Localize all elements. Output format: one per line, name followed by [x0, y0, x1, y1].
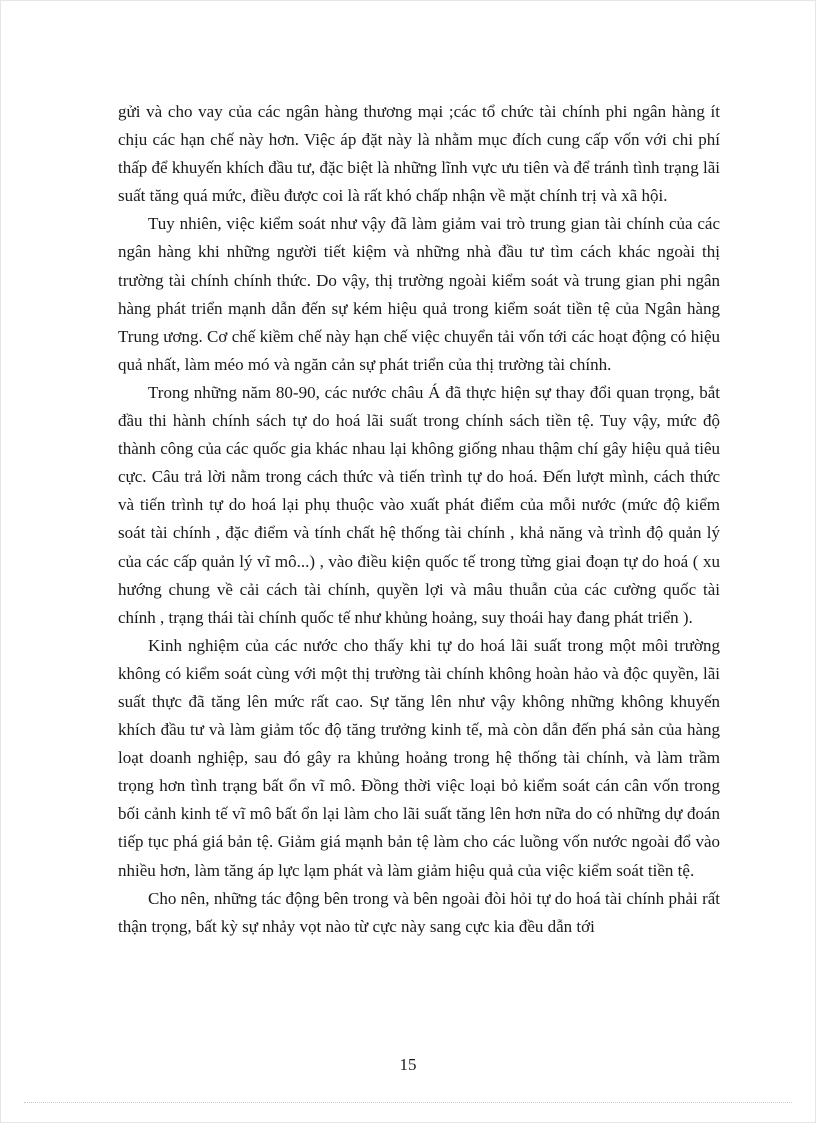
paragraph-tuy-nhien: Tuy nhiên, việc kiểm soát như vậy đã làm giảm vai trò trung gian tài chính của các ngân hàng khi những người tiết kiệm và những nhà đầu tư tìm cách khác ngoài thị trường tài chính chính thức. Do vậy, thị trường ngoài kiểm soát và trung gian phi ngân hàng phát triển mạnh dẫn đến sự kém hiệu quả trong kiểm soát tiền tệ của Ngân hàng Trung ương. Cơ chế kiềm chế này hạn chế việc chuyển tải vốn tới các hoạt động có hiệu quả nhất, làm méo mó và ngăn cản sự phát triển của thị trường tài chính.: [118, 214, 720, 374]
paragraph-kinh-nghiem: Kinh nghiệm của các nước cho thấy khi tự do hoá lãi suất trong một môi trường không có kiểm soát cùng với một thị trường tài chính không hoàn hảo và độc quyền, lãi suất thực đã tăng lên mức rất cao. Sự tăng lên như vậy không những không khuyến khích đầu tư và làm giảm tốc độ tăng trưởng kinh tế, mà còn dẫn đến phá sản của hàng loạt doanh nghiệp, sau đó gây ra khủng hoảng trong hệ thống tài chính, và làm trầm trọng hơn tình trạng bất ổn vĩ mô. Đồng thời việc loại bỏ kiểm soát cán cân vốn trong bối cảnh kinh tế vĩ mô bất ổn lại làm cho lãi suất tăng lên hơn nữa do có những dự đoán tiếp tục phá giá bản tệ. Giảm giá mạnh bản tệ làm cho các luồng vốn nước ngoài đổ vào nhiều hơn, làm tăng áp lực lạm phát và làm giảm hiệu quả của việc kiểm soát tiền tệ.: [118, 635, 720, 880]
paragraph-continuation: gửi và cho vay của các ngân hàng thương mại ;các tổ chức tài chính phi ngân hàng ít chịu các hạn chế này hơn. Việc áp đặt này là nhằm mục đích cung cấp vốn với chi phí thấp để khuyến khích đầu tư, đặc biệt là những lĩnh vực ưu tiên và để tránh tình trạng lãi suất tăng quá mức, điều được coi là rất khó chấp nhận về mặt chính trị và xã hội.: [118, 102, 720, 206]
page-bottom-rule: [24, 1102, 792, 1103]
paragraph-cho-nen: Cho nên, những tác động bên trong và bên ngoài đòi hỏi tự do hoá tài chính phải rất thận trọng, bất kỳ sự nhảy vọt nào từ cực này sang cực kia đều dẫn tới: [118, 888, 720, 936]
paragraph-trong-nhung-nam: Trong những năm 80-90, các nước châu Á đã thực hiện sự thay đổi quan trọng, bắt đầu thi hành chính sách tự do hoá lãi suất trong chính sách tiền tệ. Tuy vậy, mức độ thành công của các quốc gia khác nhau lại không giống nhau thậm chí gây hiệu quả tiêu cực. Câu trả lời nằm trong cách thức và tiến trình tự do hoá. Đến lượt mình, cách thức và tiến trình tự do hoá lại phụ thuộc vào xuất phát điểm của mỗi nước (mức độ kiểm soát tài chính , đặc điểm và tính chất hệ thống tài chính , khả năng và trình độ quản lý của các cấp quản lý vĩ mô...) , vào điều kiện quốc tế trong từng giai đoạn tự do hoá ( xu hướng chung về cải cách tài chính, quyền lợi và mâu thuẫn của các cường quốc tài chính , trạng thái tài chính quốc tế như khủng hoảng, suy thoái hay đang phát triển ).: [118, 382, 720, 627]
page-number: 15: [399, 1055, 417, 1074]
body-text: [118, 98, 720, 941]
